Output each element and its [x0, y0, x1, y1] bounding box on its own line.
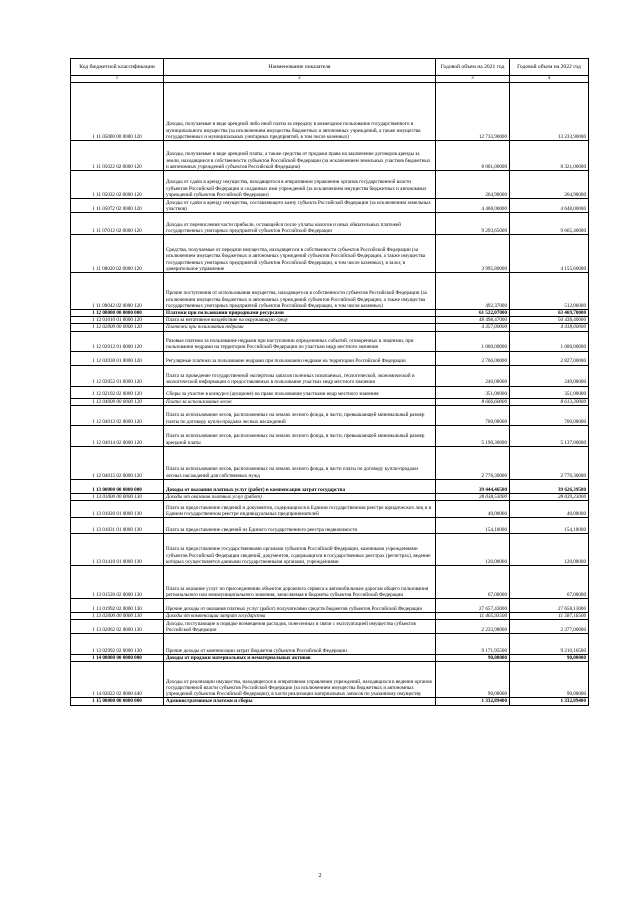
amount-2022-cell: 120,00000: [510, 534, 589, 566]
table-row: [71, 501, 589, 518]
table-row: [71, 324, 589, 331]
indicator-name-cell: Плата за предоставление сведений и документов, содержащихся в Едином государственном реестре юридических лиц и в Едином государственном реестре индивидуальных предпринимателей: [164, 501, 436, 518]
table-row: [71, 518, 589, 534]
table-row: [71, 493, 589, 500]
budget-code-cell: 1 11 05000 00 0000 120: [71, 83, 164, 141]
amount-2022-cell: 700,00000: [510, 405, 589, 425]
budget-code-cell: 1 12 02000 00 0000 120: [71, 324, 164, 331]
amount-2022-cell: 1 000,00000: [510, 331, 589, 351]
amount-2022-cell: 39 626,39500: [510, 479, 589, 493]
amount-2021-cell: 1 332,89400: [436, 698, 510, 705]
indicator-name-cell: Доходы от сдачи в аренду имущества, находящегося в оперативном управлении органов государственной власти субъектов Российской Федерации и созданных ими учреждений (за исключением имущества бюджетных и автономных учреждений субъектов Российской Федерации): [164, 171, 436, 199]
amount-2022-cell: 63 469,70000: [510, 310, 589, 317]
indicator-name-cell: Регулярные платежи за пользование недрами при пользовании недрами на территории Российской Федерации: [164, 351, 436, 365]
table-row: [71, 662, 589, 698]
budget-code-cell: 1 13 01000 00 0000 130: [71, 493, 164, 500]
budget-revenue-table: [70, 58, 589, 706]
header-name: Наименование показателя: [164, 59, 436, 76]
amount-2021-cell: 12 733,90000: [436, 83, 510, 141]
budget-code-cell: 1 11 05022 02 0000 120: [71, 141, 164, 171]
table-row: [71, 199, 589, 213]
budget-code-cell: 1 12 02012 01 0000 120: [71, 331, 164, 351]
indicator-name-cell: Доходы от перечисления части прибыли, остающейся после уплаты налогов и иных обязательных платежей государственных унитарных предприятий субъектов Российской Федерации: [164, 213, 436, 235]
indicator-name-cell: Доходы от оказания платных услуг (работ): [164, 493, 436, 500]
header-code: Код бюджетной классификации: [71, 59, 164, 76]
amount-2022-cell: 2 377,00000: [510, 620, 589, 634]
amount-2021-cell: 48 498,47000: [436, 317, 510, 324]
amount-2021-cell: 2 766,00000: [436, 351, 510, 365]
indicator-name-cell: Прочие доходы от компенсации затрат бюджетов субъектов Российской Федерации: [164, 634, 436, 655]
indicator-name-cell: Доходы от компенсации затрат государства: [164, 613, 436, 620]
table-row: [71, 213, 589, 235]
table-row: [71, 405, 589, 425]
amount-2022-cell: 13 233,90000: [510, 83, 589, 141]
indicator-name-cell: Платежи при пользовании недрами: [164, 324, 436, 331]
budget-code-cell: 1 11 08020 02 0000 120: [71, 235, 164, 273]
budget-code-cell: 1 14 02022 02 0000 440: [71, 662, 164, 698]
indicator-name-cell: Прочие доходы от оказания платных услуг (работ) получателями средств бюджетов субъектов Российской Федерации: [164, 599, 436, 613]
budget-code-cell: 1 11 09042 02 0000 120: [71, 273, 164, 310]
budget-code-cell: 1 12 00000 00 0000 000: [71, 310, 164, 317]
indicator-name-cell: Доходы от сдачи в аренду имущества, составляющего казну субъекта Российской Федерации (за исключением земельных участков): [164, 199, 436, 213]
column-index: 2: [164, 76, 436, 83]
table-row: [71, 331, 589, 351]
indicator-name-cell: Прочие поступления от использования имущества, находящегося в собственности субъектов Российской Федерации (за исключением имущества бюджетных и автономных учреждений субъектов Российской Федерации, а также имущества государственных унитарных предприятий субъектов Российской Федерации, в том числе казенных): [164, 273, 436, 310]
table-row: [71, 235, 589, 273]
table-row: [71, 634, 589, 655]
indicator-name-cell: Доходы от реализации имущества, находящегося в оперативном управлении учреждений, находящихся в ведении органов государственной власти субъектов Российской Федерации (за исключением имущества бюджетных и автономных учреждений субъектов Российской Федерации), в части реализации материальных запасов по указанному имуществу: [164, 662, 436, 698]
budget-code-cell: 1 13 01031 01 0000 130: [71, 518, 164, 534]
indicator-name-cell: Платежи при пользовании природными ресурсами: [164, 310, 436, 317]
table-row: [71, 351, 589, 365]
indicator-name-cell: Доходы от продажи материальных и нематериальных активов: [164, 655, 436, 662]
table-row: [71, 613, 589, 620]
amount-2022-cell: 2 776,30000: [510, 446, 589, 479]
indicator-name-cell: Доходы, получаемые в виде арендной либо иной платы за передачу в возмездное пользование государственного и муниципального имущества (за исключением имущества бюджетных и автономных учреждений, а также имущества государственных и муниципальных унитарных предприятий, в том числе казенных): [164, 83, 436, 141]
header-year-2021: Годовой объем на 2021 год: [436, 59, 510, 76]
amount-2022-cell: 351,00000: [510, 386, 589, 398]
amount-2021-cell: 3 995,80000: [436, 235, 510, 273]
column-index: 3: [436, 76, 510, 83]
amount-2021-cell: 2 776,30000: [436, 446, 510, 479]
amount-2022-cell: 90,00000: [510, 662, 589, 698]
amount-2021-cell: 120,00000: [436, 534, 510, 566]
amount-2021-cell: 492,37000: [436, 273, 510, 310]
amount-2022-cell: 512,06000: [510, 273, 589, 310]
indicator-name-cell: Плата за использование лесов, расположенных на землях лесного фонда, в части, превышающей минимальный размер арендной платы: [164, 425, 436, 446]
column-index: 4: [510, 76, 589, 83]
table-row: [71, 317, 589, 324]
amount-2021-cell: 700,00000: [436, 405, 510, 425]
amount-2022-cell: 67,00000: [510, 566, 589, 599]
amount-2022-cell: 1 332,89400: [510, 698, 589, 705]
amount-2021-cell: 2 233,98000: [436, 620, 510, 634]
amount-2021-cell: 154,10000: [436, 518, 510, 534]
amount-2022-cell: 264,90000: [510, 171, 589, 199]
budget-code-cell: 1 12 02052 01 0000 120: [71, 365, 164, 386]
budget-code-cell: 1 13 02062 02 0000 130: [71, 620, 164, 634]
indicator-name-cell: Доходы, получаемые в виде арендной платы, а также средства от продажи права на заключение договоров аренды за земли, находящиеся в собственности субъектов Российской Федерации (за исключением земельных участков бюджетных и автономных учреждений субъектов Российской Федерации): [164, 141, 436, 171]
amount-2022-cell: 4 648,00000: [510, 199, 589, 213]
amount-2022-cell: 2 827,00000: [510, 351, 589, 365]
amount-2021-cell: 1 000,00000: [436, 331, 510, 351]
amount-2021-cell: 90,00000: [436, 662, 510, 698]
amount-2021-cell: 240,00000: [436, 365, 510, 386]
amount-2021-cell: 8 666,60000: [436, 398, 510, 405]
amount-2022-cell: 4 155,60000: [510, 235, 589, 273]
amount-2021-cell: 351,00000: [436, 386, 510, 398]
page-number: 2: [318, 873, 322, 879]
amount-2021-cell: 28 038,53000: [436, 493, 510, 500]
table-row: [71, 398, 589, 405]
amount-2022-cell: 9 665,40000: [510, 213, 589, 235]
amount-2022-cell: 40,00000: [510, 501, 589, 518]
indicator-name-cell: Плата за проведение государственной экспертизы запасов полезных ископаемых, геологической, экономической и экологической информации о предоставляемых в пользование участках недр местного значения: [164, 365, 436, 386]
budget-code-cell: 1 11 07012 02 0000 120: [71, 213, 164, 235]
amount-2022-cell: 27 658,13000: [510, 599, 589, 613]
amount-2021-cell: 4 357,00000: [436, 324, 510, 331]
table-row: [71, 83, 589, 141]
amount-2021-cell: 90,00000: [436, 655, 510, 662]
table-row: [71, 566, 589, 599]
amount-2021-cell: 8 001,00000: [436, 141, 510, 171]
budget-code-cell: 1 12 04013 02 0000 120: [71, 405, 164, 425]
column-index-row: [71, 76, 589, 83]
table-row: [71, 620, 589, 634]
indicator-name-cell: Плата за использование лесов, расположенных на землях лесного фонда, в части, превышающей минимальный размер платы по договору купли-продажи лесных насаждений: [164, 405, 436, 425]
table-row: [71, 425, 589, 446]
document-page: [70, 58, 588, 706]
table-row: [71, 446, 589, 479]
budget-code-cell: 1 12 02030 01 0000 120: [71, 351, 164, 365]
table-row: [71, 273, 589, 310]
indicator-name-cell: Разовые платежи за пользование недрами при наступлении определенных событий, оговоренных в лицензии, при пользовании недрами на территории Российской Федерации по участкам недр местного значения: [164, 331, 436, 351]
amount-2021-cell: 67,00000: [436, 566, 510, 599]
amount-2022-cell: 4 418,00000: [510, 324, 589, 331]
amount-2021-cell: 5 190,30000: [436, 425, 510, 446]
indicator-name-cell: Сборы за участие в конкурсе (аукционе) на право пользования участками недр местного значения: [164, 386, 436, 398]
amount-2021-cell: 40,00000: [436, 501, 510, 518]
budget-code-cell: 1 13 01992 02 0000 130: [71, 599, 164, 613]
indicator-name-cell: Плата за использование лесов, расположенных на землях лесного фонда, в части платы по договору купли-продажи лесных насаждений для собственных нужд: [164, 446, 436, 479]
amount-2021-cell: 264,90000: [436, 171, 510, 199]
table-header-row: [71, 59, 589, 76]
table-row: [71, 310, 589, 317]
indicator-name-cell: Плата за оказание услуг по присоединению объектов дорожного сервиса к автомобильным дорогам общего пользования регионального или межмуниципального значения, зачисляемая в бюджеты субъектов Российской Федерации: [164, 566, 436, 599]
budget-code-cell: 1 12 04000 00 0000 120: [71, 398, 164, 405]
amount-2021-cell: 9 293,65000: [436, 213, 510, 235]
amount-2021-cell: 39 444,46500: [436, 479, 510, 493]
table-row: [71, 655, 589, 662]
amount-2022-cell: 240,00000: [510, 365, 589, 386]
indicator-name-cell: Плата за использование лесов: [164, 398, 436, 405]
indicator-name-cell: Плата за негативное воздействие на окружающую среду: [164, 317, 436, 324]
table-row: [71, 698, 589, 705]
amount-2022-cell: 90,00000: [510, 655, 589, 662]
indicator-name-cell: Средства, получаемые от передачи имущества, находящегося в собственности субъектов Российской Федерации (за исключением имущества бюджетных и автономных учреждений субъектов Российской Федерации, а также имущества государственных унитарных предприятий субъектов Российской Федерации, в том числе казенных), в залог, в доверительное управление: [164, 235, 436, 273]
header-year-2022: Годовой объем на 2022 год: [510, 59, 589, 76]
column-index: 1: [71, 76, 164, 83]
table-row: [71, 479, 589, 493]
budget-code-cell: 1 13 02992 02 0000 130: [71, 634, 164, 655]
budget-code-cell: 1 12 02102 02 0000 120: [71, 386, 164, 398]
table-row: [71, 141, 589, 171]
amount-2022-cell: 5 137,00000: [510, 425, 589, 446]
amount-2021-cell: 27 657,43000: [436, 599, 510, 613]
amount-2022-cell: 50 438,40000: [510, 317, 589, 324]
budget-code-cell: 1 11 05032 02 0000 120: [71, 171, 164, 199]
table-row: [71, 386, 589, 398]
amount-2022-cell: 8 321,00000: [510, 141, 589, 171]
amount-2022-cell: 11 587,16500: [510, 613, 589, 620]
indicator-name-cell: Доходы, поступающие в порядке возмещения расходов, понесенных в связи с эксплуатацией имущества субъектов Российской Федерации: [164, 620, 436, 634]
amount-2022-cell: 9 210,16500: [510, 634, 589, 655]
budget-code-cell: 1 11 05072 02 0000 120: [71, 199, 164, 213]
amount-2022-cell: 154,10000: [510, 518, 589, 534]
budget-code-cell: 1 13 01020 01 0000 130: [71, 501, 164, 518]
indicator-name-cell: Плата за предоставление государственными органами субъектов Российской Федерации, казенными учреждениями субъектов Российской Федерации сведений, документов, содержащихся в государственных реестрах (регистрах), ведение которых осуществляется данными государственными органами, учреждениями: [164, 534, 436, 566]
budget-code-cell: 1 12 04014 02 0000 120: [71, 425, 164, 446]
budget-code-cell: 1 13 02000 00 0000 130: [71, 613, 164, 620]
table-row: [71, 534, 589, 566]
budget-code-cell: 1 12 01010 01 0000 120: [71, 317, 164, 324]
table-row: [71, 599, 589, 613]
budget-code-cell: 1 13 00000 00 0000 000: [71, 479, 164, 493]
budget-code-cell: 1 15 00000 00 0000 000: [71, 698, 164, 705]
table-row: [71, 365, 589, 386]
table-row: [71, 171, 589, 199]
amount-2022-cell: 28 039,23000: [510, 493, 589, 500]
amount-2021-cell: 61 522,07000: [436, 310, 510, 317]
budget-code-cell: 1 13 01520 02 0000 130: [71, 566, 164, 599]
amount-2021-cell: 4 468,00000: [436, 199, 510, 213]
indicator-name-cell: Плата за предоставление сведений из Единого государственного реестра недвижимости: [164, 518, 436, 534]
budget-code-cell: 1 14 00000 00 0000 000: [71, 655, 164, 662]
budget-code-cell: 1 13 01410 01 0000 130: [71, 534, 164, 566]
amount-2021-cell: 9 171,95500: [436, 634, 510, 655]
amount-2021-cell: 11 405,93500: [436, 613, 510, 620]
budget-code-cell: 1 12 04015 02 0000 120: [71, 446, 164, 479]
indicator-name-cell: Административные платежи и сборы: [164, 698, 436, 705]
indicator-name-cell: Доходы от оказания платных услуг (работ) и компенсации затрат государства: [164, 479, 436, 493]
amount-2022-cell: 8 613,30000: [510, 398, 589, 405]
